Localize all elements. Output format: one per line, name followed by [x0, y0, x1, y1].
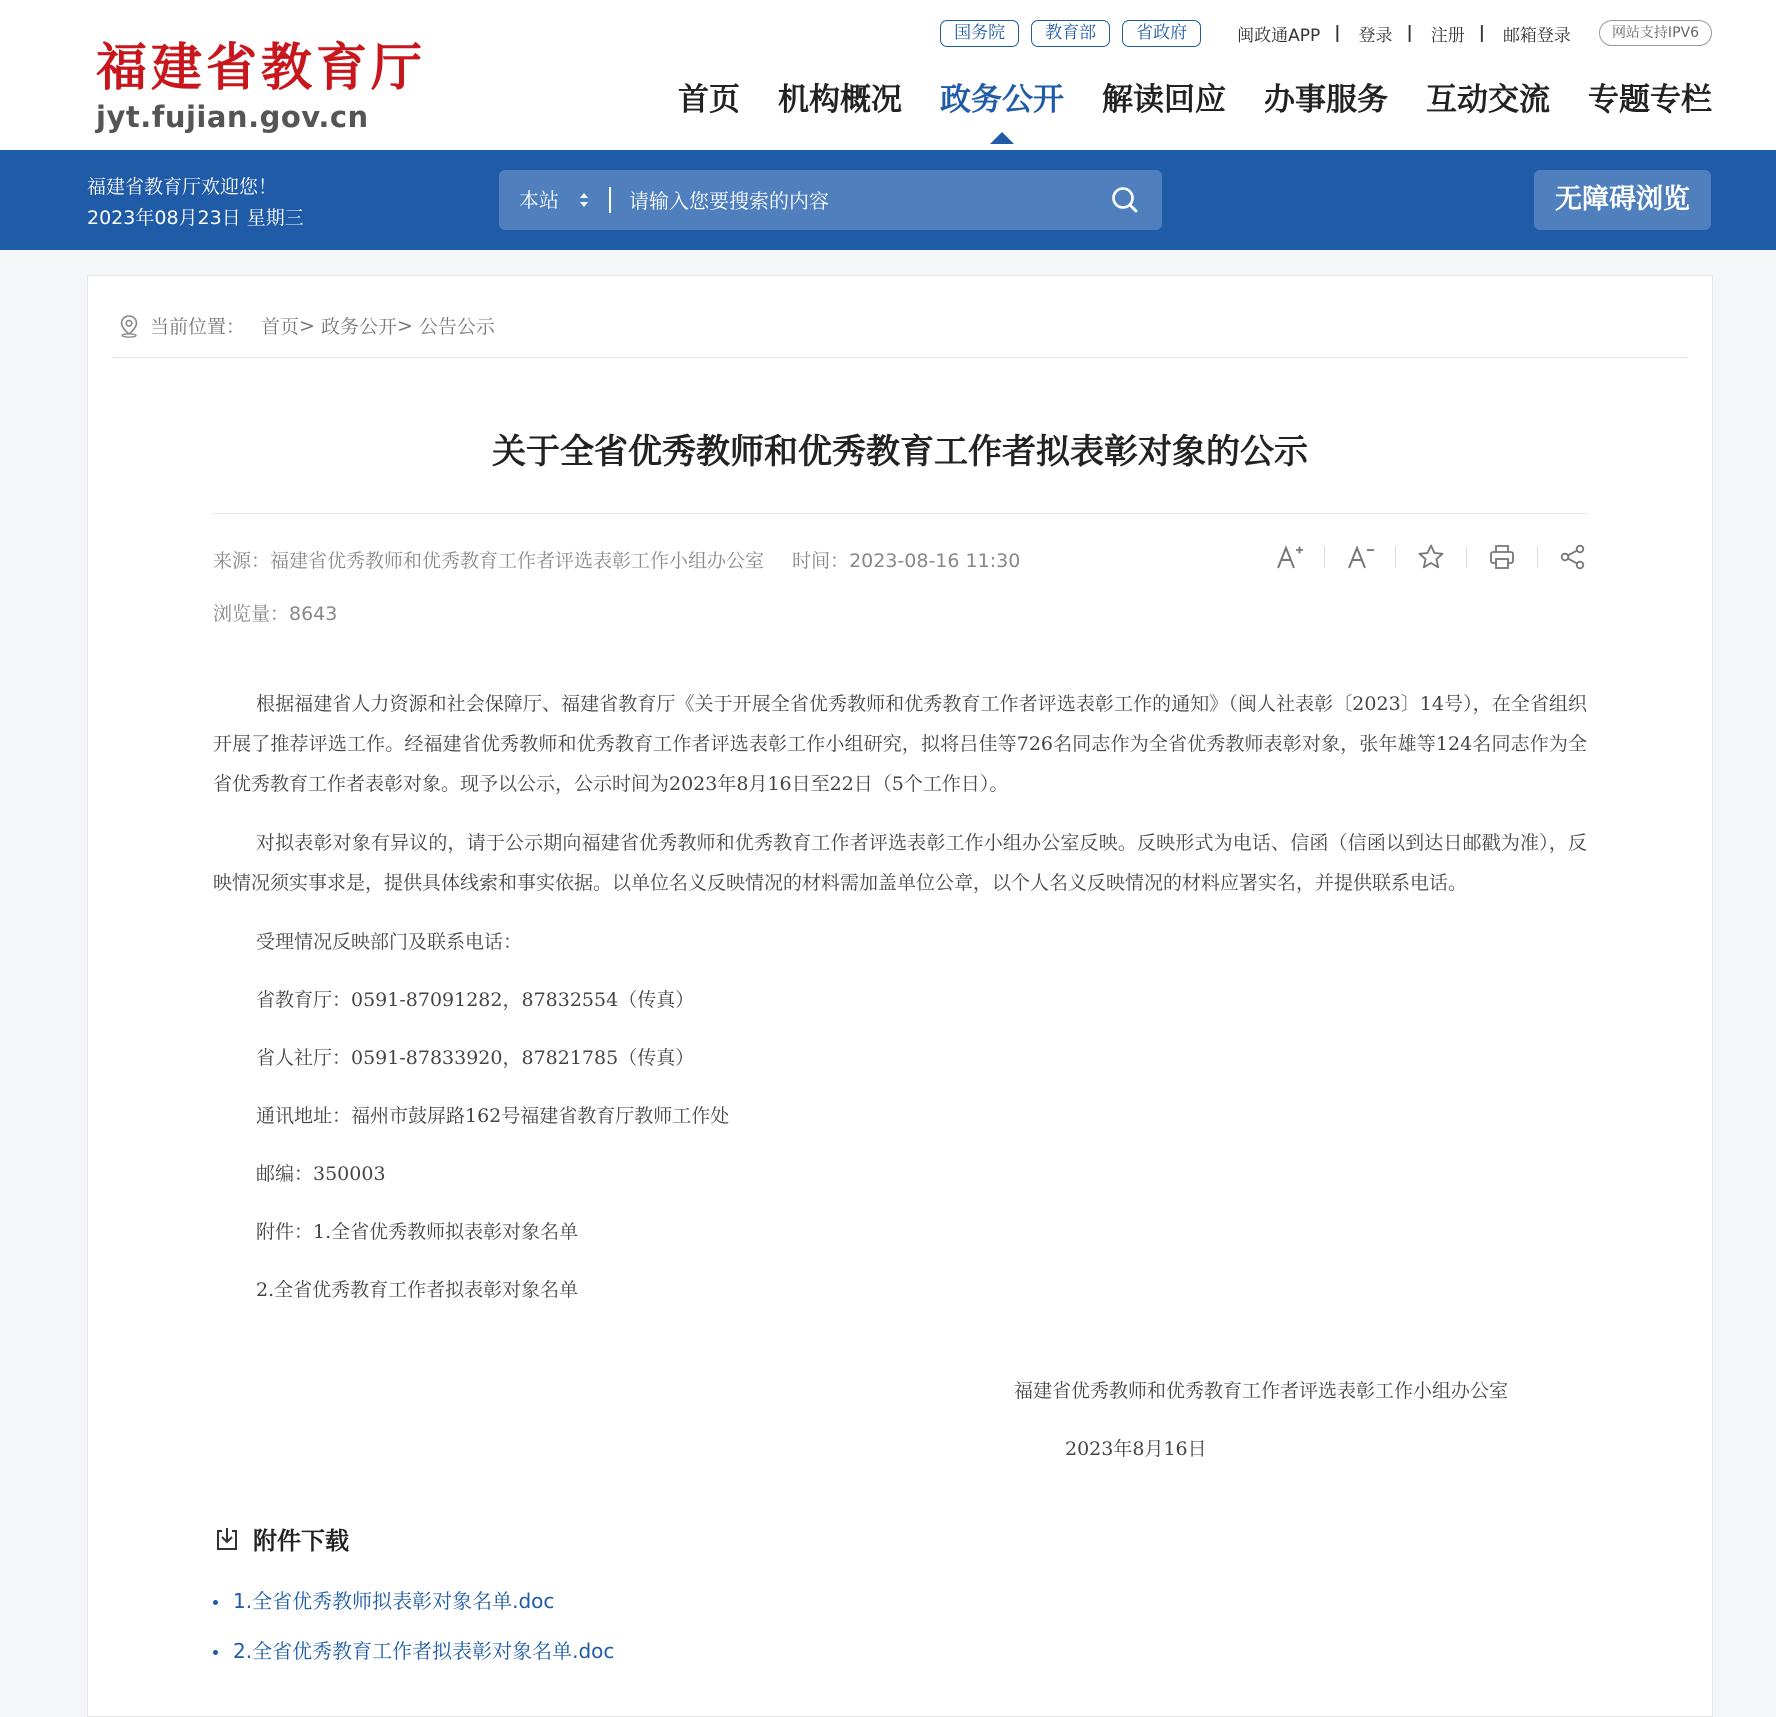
- search-divider: [609, 187, 611, 213]
- signature-date: 2023年8月16日: [1065, 1438, 1207, 1460]
- attachment-link-1[interactable]: 1.全省优秀教师拟表彰对象名单.doc: [233, 1589, 555, 1613]
- article-meta: [213, 546, 1020, 573]
- contact-education-dept: 省教育厅：0591-87091282，87832554（传真）: [256, 989, 695, 1011]
- print-icon: [1487, 542, 1517, 572]
- list-item: [213, 1586, 614, 1616]
- attachment-link-2[interactable]: 2.全省优秀教育工作者拟表彰对象名单.doc: [233, 1639, 615, 1663]
- nav-home[interactable]: 首页: [678, 82, 740, 118]
- login-link[interactable]: 登录: [1358, 25, 1393, 46]
- attachments-title: 附件下载: [253, 1527, 349, 1555]
- divider: |: [1334, 23, 1341, 43]
- link-guowuyuan[interactable]: 国务院: [940, 20, 1019, 47]
- divider: [1324, 546, 1325, 568]
- attachments-heading: [213, 1521, 349, 1556]
- active-nav-caret: [990, 132, 1014, 144]
- mailing-address: 通讯地址：福州市鼓屏路162号福建省教育厅教师工作处: [256, 1105, 730, 1127]
- logo-title: 福建省教育厅: [96, 38, 427, 98]
- site-header: [0, 0, 1776, 150]
- font-increase-button[interactable]: [1274, 542, 1304, 572]
- nav-topics[interactable]: 专题专栏: [1588, 82, 1712, 118]
- location-pin-icon: [118, 314, 140, 338]
- search-input[interactable]: [627, 170, 1071, 232]
- bullet: [213, 1650, 218, 1655]
- font-decrease-icon: [1345, 542, 1375, 572]
- main-nav: [640, 78, 1712, 122]
- breadcrumb-separator: >: [299, 314, 315, 337]
- divider: |: [1478, 23, 1485, 43]
- contact-heading: 受理情况反映部门及联系电话：: [256, 931, 523, 953]
- attachment-list: [213, 1586, 614, 1686]
- nav-org[interactable]: 机构概况: [778, 82, 902, 118]
- search-icon[interactable]: [1108, 183, 1142, 217]
- article-body: [213, 684, 1587, 1328]
- divider: [1395, 546, 1396, 568]
- link-app[interactable]: 闽政通APP: [1237, 25, 1321, 46]
- breadcrumb-separator: >: [396, 314, 413, 337]
- share-button[interactable]: [1558, 542, 1588, 572]
- favorite-button[interactable]: [1416, 542, 1446, 572]
- search-bar-strip: [0, 150, 1776, 250]
- date-line: 2023年08月23日 星期三: [87, 207, 304, 229]
- star-icon: [1416, 542, 1446, 572]
- breadcrumb: [118, 312, 495, 339]
- font-decrease-button[interactable]: [1345, 542, 1375, 572]
- divider: [1466, 546, 1467, 568]
- register-link[interactable]: 注册: [1430, 25, 1465, 46]
- site-logo[interactable]: [96, 38, 426, 134]
- divider: [1537, 546, 1538, 568]
- nav-public-affairs[interactable]: [940, 78, 1064, 122]
- nav-interaction[interactable]: 互动交流: [1426, 82, 1550, 118]
- sort-arrows-icon[interactable]: [577, 188, 591, 212]
- nav-public-affairs-label: 政务公开: [940, 82, 1064, 118]
- font-increase-icon: [1274, 542, 1304, 572]
- logo-domain: jyt.fujian.gov.cn: [96, 100, 369, 134]
- attachment-note-2: 2.全省优秀教育工作者拟表彰对象名单: [256, 1279, 579, 1301]
- postal-code: 邮编：350003: [256, 1163, 386, 1185]
- accessibility-button[interactable]: 无障碍浏览: [1534, 170, 1711, 230]
- article-title: 关于全省优秀教师和优秀教育工作者拟表彰对象的公示: [492, 432, 1308, 472]
- view-count: 浏览量：8643: [213, 603, 338, 625]
- search-scope-select[interactable]: 本站: [519, 188, 559, 212]
- contact-hr-dept: 省人社厅：0591-87833920，87821785（传真）: [256, 1047, 695, 1069]
- mail-login-link[interactable]: 邮箱登录: [1502, 25, 1571, 46]
- article-time: 时间：2023-08-16 11:30: [792, 550, 1021, 572]
- download-icon: [213, 1525, 241, 1553]
- link-shengzhengfu[interactable]: 省政府: [1122, 20, 1201, 47]
- divider: [113, 357, 1687, 358]
- list-item: [213, 1636, 614, 1666]
- bullet: [213, 1600, 218, 1605]
- welcome-line: 福建省教育厅欢迎您！: [87, 176, 278, 198]
- article-source: 来源：福建省优秀教师和优秀教育工作者评选表彰工作小组办公室: [213, 550, 765, 572]
- breadcrumb-public-affairs[interactable]: 政务公开: [320, 316, 397, 338]
- print-button[interactable]: [1487, 542, 1517, 572]
- signature-org: 福建省优秀教师和优秀教育工作者评选表彰工作小组办公室: [1014, 1380, 1509, 1402]
- article-card: [87, 275, 1713, 1717]
- divider: |: [1406, 23, 1413, 43]
- divider: [213, 513, 1587, 514]
- article-tools: [1274, 542, 1588, 572]
- top-links: [928, 18, 1712, 48]
- nav-services[interactable]: 办事服务: [1264, 82, 1388, 118]
- nav-interpretation[interactable]: 解读回应: [1102, 82, 1226, 118]
- share-icon: [1558, 542, 1588, 572]
- breadcrumb-announcements[interactable]: 公告公示: [418, 316, 495, 338]
- article-paragraph: 对拟表彰对象有异议的，请于公示期向福建省优秀教师和优秀教育工作者评选表彰工作小组办公室反映。反映形式为电话、信函（信函以到达日邮戳为准），反映情况须实事求是，提供具体线索和事实依据。以单位名义反映情况的材料需加盖单位公章，以个人名义反映情况的材料应署实名，并提供联系电话。: [213, 832, 1587, 894]
- article-paragraph: 根据福建省人力资源和社会保障厅、福建省教育厅《关于开展全省优秀教师和优秀教育工作者评选表彰工作的通知》（闽人社表彰〔2023〕14号），在全省组织开展了推荐评选工作。经福建省优秀教师和优秀教育工作者评选表彰工作小组研究，拟将吕佳等726名同志作为全省优秀教师表彰对象，张年雄等124名同志作为全省优秀教育工作者表彰对象。现予以公示，公示时间为2023年8月16日至22日（5个工作日）。: [213, 693, 1587, 795]
- ipv6-badge: 网站支持IPV6: [1599, 20, 1712, 46]
- breadcrumb-home[interactable]: 首页: [261, 316, 300, 338]
- attachment-note-1: 附件：1.全省优秀教师拟表彰对象名单: [256, 1221, 579, 1243]
- breadcrumb-prefix: 当前位置：: [150, 316, 246, 338]
- welcome-text: [87, 172, 304, 234]
- link-jiaoyubu[interactable]: 教育部: [1031, 20, 1110, 47]
- search-box: [499, 170, 1162, 230]
